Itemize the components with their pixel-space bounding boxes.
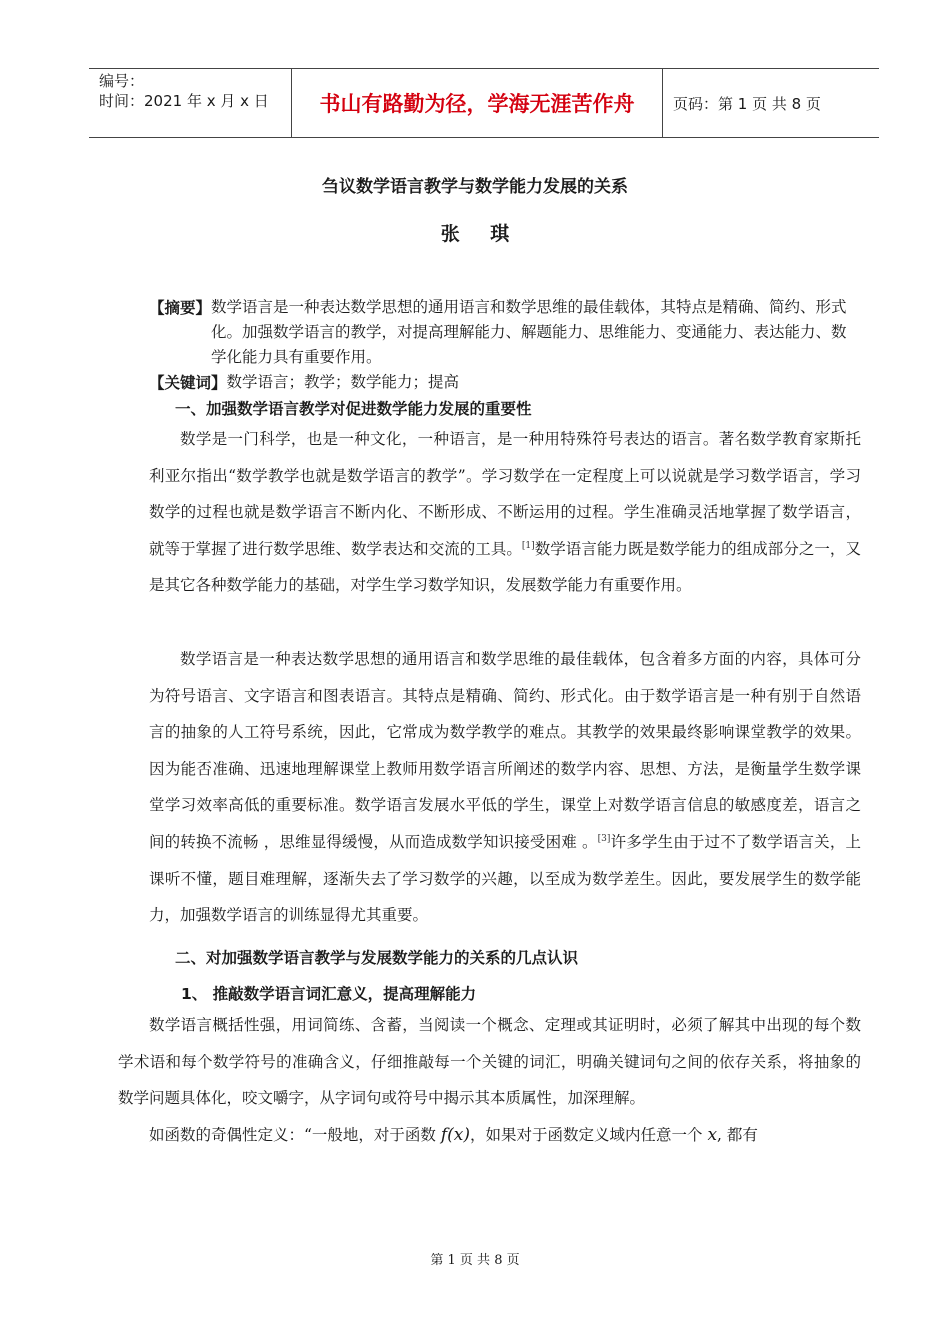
paragraph-1 [149,421,861,604]
abstract-row [149,295,861,370]
variable-x: x [707,1125,718,1145]
page-label: 页码：第 1 页 共 8 页 [673,94,821,113]
keywords-row [149,370,861,395]
paragraph-4-end: , 都有 [717,1126,758,1144]
paragraph-4-mid: ，如果对于函数定义域内任意一个 [470,1126,708,1144]
paragraph-2-text-b: 许多学生由于过不了数学语言关，上课听不懂，题目难理解，逐渐失去了学习数学的兴趣，以至成为数学差生。因此，要发展学生的数学能力，加强数学语言的训练显得尤其重要。 [149,832,861,925]
paragraph-4-start: 如函数的奇偶性定义：“一般地，对于函数 [149,1126,441,1144]
time-label: 时间：2021 年 x 月 x 日 [99,92,269,110]
keywords-label: 【关键词】 [149,373,227,392]
paragraph-2-text-a: 数学语言是一种表达数学思想的通用语言和数学思维的最佳载体，包含着多方面的内容，具体可分为符号语言、文字语言和图表语言。其特点是精确、简约、形式化。由于数学语言是一种有别于自然语言的抽象的人工符号系统，因此，它常成为数学教学的难点。其教学的效果最终影响课堂教学的效果。因为能否准确、迅速地理解课堂上教师用数学语言所阐述的数学内容、思想、方法，是衡量学生数学课堂学习效率高低的重要标准。数学语言发展水平低的学生，课堂上对数学语言信息的敏感度差，语言之间的转换不流畅 ，思维显得缓慢，从而造成数学知识接受困难 。 [149,650,861,851]
document-title: 刍议数学语言教学与数学能力发展的关系 [322,177,628,197]
reference-3: [3] [597,833,611,844]
subsection-1-heading: 1、 推敲数学语言词汇意义，提高理解能力 [181,985,477,1003]
author-name: 张 琪 [440,223,522,245]
reference-1: [1] [521,540,535,551]
page-header [89,68,879,138]
header-meta [89,69,291,137]
paragraph-2 [149,641,861,934]
abstract-label: 【摘要】 [149,298,212,317]
paragraph-3: 数学语言概括性强，用词简练、含蓄，当阅读一个概念、定理或其证明时，必须了解其中出现的每个数学术语和每个数学符号的准确含义，仔细推敲每一个关键的词汇，明确关键词句之间的依存关系，将抽象的数学问题具体化，咬文嚼字，从字词句或符号中揭示其本质属性，加深理解。 [118,1016,861,1108]
code-label: 编号： [99,72,145,90]
function-fx: f(x) [440,1125,471,1145]
header-page-cell [663,69,879,137]
paragraph-1-text-b: 数学语言能力既是数学能力的组成部分之一，又是其它各种数学能力的基础，对学生学习数学知识，发展数学能力有重要作用。 [149,539,861,595]
header-motto: 书山有路勤为径，学海无涯苦作舟 [319,92,635,116]
header-motto-cell [291,69,663,137]
abstract-text: 数学语言是一种表达数学思想的通用语言和数学思维的最佳载体，其特点是精确、简约、形式化。加强数学语言的教学，对提高理解能力、解题能力、思维能力、变通能力、表达能力、数学化能力具有重要作用。 [211,298,847,366]
paragraph-4 [118,1117,861,1154]
paragraph-1-text-a: 数学是一门科学，也是一种文化，一种语言，是一种用特殊符号表达的语言。著名数学教育家斯托利亚尔指出“数学教学也就是数学语言的教学”。学习数学在一定程度上可以说就是学习数学语言，学习数学的过程也就是数学语言不断内化、不断形成、不断运用的过程。学生准确灵活地掌握了数学语言，就等于掌握了进行数学思维、数学表达和交流的工具。 [149,430,861,558]
page-footer: 第 1 页 共 8 页 [430,1253,520,1268]
keywords-text: 数学语言；教学；数学能力；提高 [226,373,460,391]
section-2-heading: 二、对加强数学语言教学与发展数学能力的关系的几点认识 [175,949,579,967]
abstract-block [149,295,861,395]
section-1-heading: 一、加强数学语言教学对促进数学能力发展的重要性 [175,400,532,418]
